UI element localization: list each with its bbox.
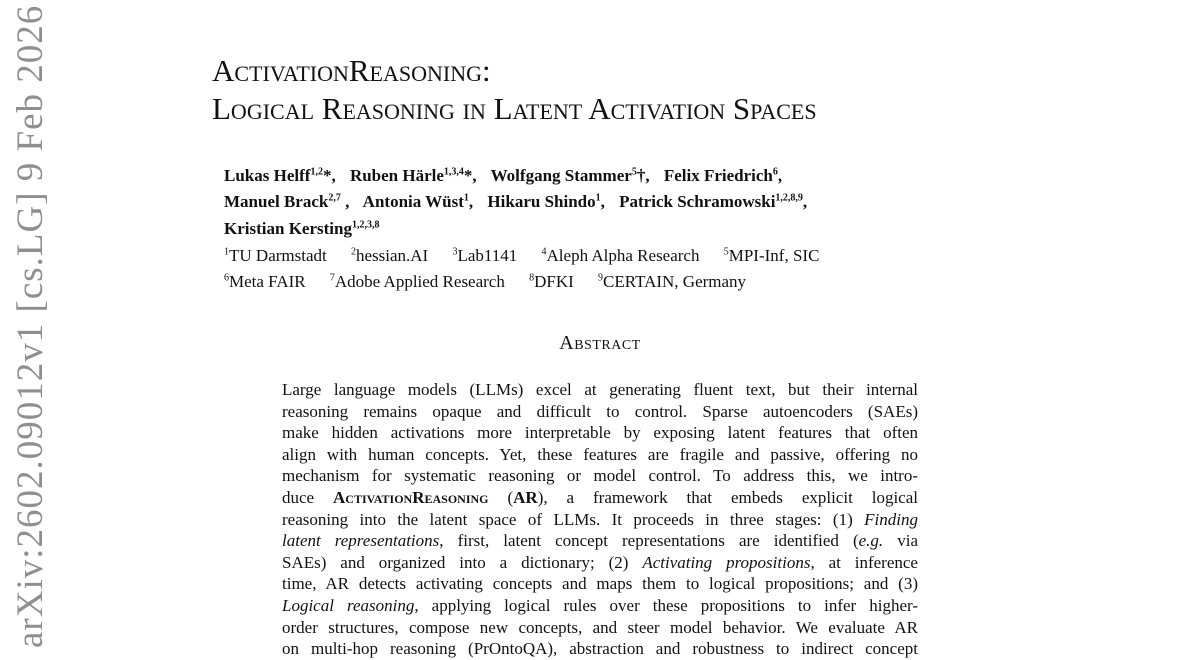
- affiliation: $^6$Meta FAIR: [224, 272, 306, 292]
- method-abbreviation: AR: [513, 487, 538, 507]
- abstract-line: Logical reasoning, applying logical rules over these propositions to infer higher-: [282, 595, 918, 615]
- abstract-line: SAEs) and organized into a dictionary; (2) Activating propositions, at inference: [282, 552, 918, 572]
- affiliation: $^9$CERTAIN, Germany: [598, 272, 747, 292]
- affiliation-line-1: [224, 240, 839, 267]
- method-name: ActivationReasoning: [333, 487, 489, 507]
- author: Felix Friedrich$^6$,: [663, 165, 783, 185]
- abstract-heading: Abstract: [559, 332, 641, 354]
- title-line-1: ActivationReasoning:: [212, 53, 491, 88]
- abstract-line: reasoning into the latent space of LLMs. It proceeds in three stages: (1) Finding: [282, 509, 918, 529]
- abstract-line: make hidden activations more interpretable by exposing latent features that often: [282, 423, 918, 443]
- affiliation: $^7$Adobe Applied Research: [329, 272, 505, 292]
- affiliation: $^3$Lab1141: [452, 245, 518, 265]
- author: Lukas Helff$^{1,2}$*,: [224, 165, 336, 185]
- author: Patrick Schramowski$^{1,2,8,9}$,: [619, 192, 808, 212]
- abstract-line: reasoning remains opaque and difficult to control. Sparse autoencoders (SAEs): [282, 401, 918, 421]
- affiliation: $^1$TU Darmstadt: [224, 245, 327, 265]
- arxiv-side-stamp: arXiv:2602.09012v1 [cs.LG] 9 Feb 2026: [10, 4, 51, 648]
- author-line-3: [224, 213, 839, 240]
- affiliation: $^8$DFKI: [529, 272, 574, 292]
- affiliation: $^2$hessian.AI: [350, 245, 429, 265]
- paper-title: [212, 52, 817, 128]
- abstract-body: [282, 379, 918, 660]
- author: Manuel Brack$^{2,7}$ ,: [224, 192, 350, 212]
- author: Wolfgang Stammer$^5$†,: [490, 165, 650, 185]
- abstract-line: mechanism for systematic reasoning or model control. To address this, we intro-: [282, 466, 918, 486]
- abstract-line: Large language models (LLMs) excel at generating fluent text, but their internal: [282, 380, 918, 399]
- abstract-line: align with human concepts. Yet, these features are fragile and passive, offering no: [282, 444, 918, 464]
- abstract-line: time, AR detects activating concepts and maps them to logical propositions; and (3): [282, 574, 918, 594]
- abstract-line: order structures, compose new concepts, and steer model behavior. We evaluate AR: [282, 617, 918, 637]
- author: Hikaru Shindo$^1$,: [487, 192, 605, 212]
- author: Antonia Wüst$^1$,: [362, 192, 474, 212]
- affiliation-line-2: [224, 267, 839, 294]
- author-line-1: [224, 160, 839, 187]
- affiliation: $^4$Aleph Alpha Research: [541, 245, 700, 265]
- author: Ruben Härle$^{1,3,4}$*,: [349, 165, 477, 185]
- authors-block: [224, 160, 839, 293]
- abstract-line: latent representations, first, latent concept representations are identified (e.g. via: [282, 531, 918, 551]
- title-line-2: Logical Reasoning in Latent Activation Spaces: [212, 91, 817, 126]
- abstract-line: duce ActivationReasoning (AR), a framework that embeds explicit logical: [282, 487, 918, 507]
- author: Kristian Kersting$^{1,2,3,8}$: [224, 218, 380, 238]
- abstract-line: on multi-hop reasoning (PrOntoQA), abstraction and robustness to indirect concept: [282, 639, 918, 659]
- author-line-2: [224, 187, 839, 214]
- affiliation: $^5$MPI-Inf, SIC: [723, 245, 820, 265]
